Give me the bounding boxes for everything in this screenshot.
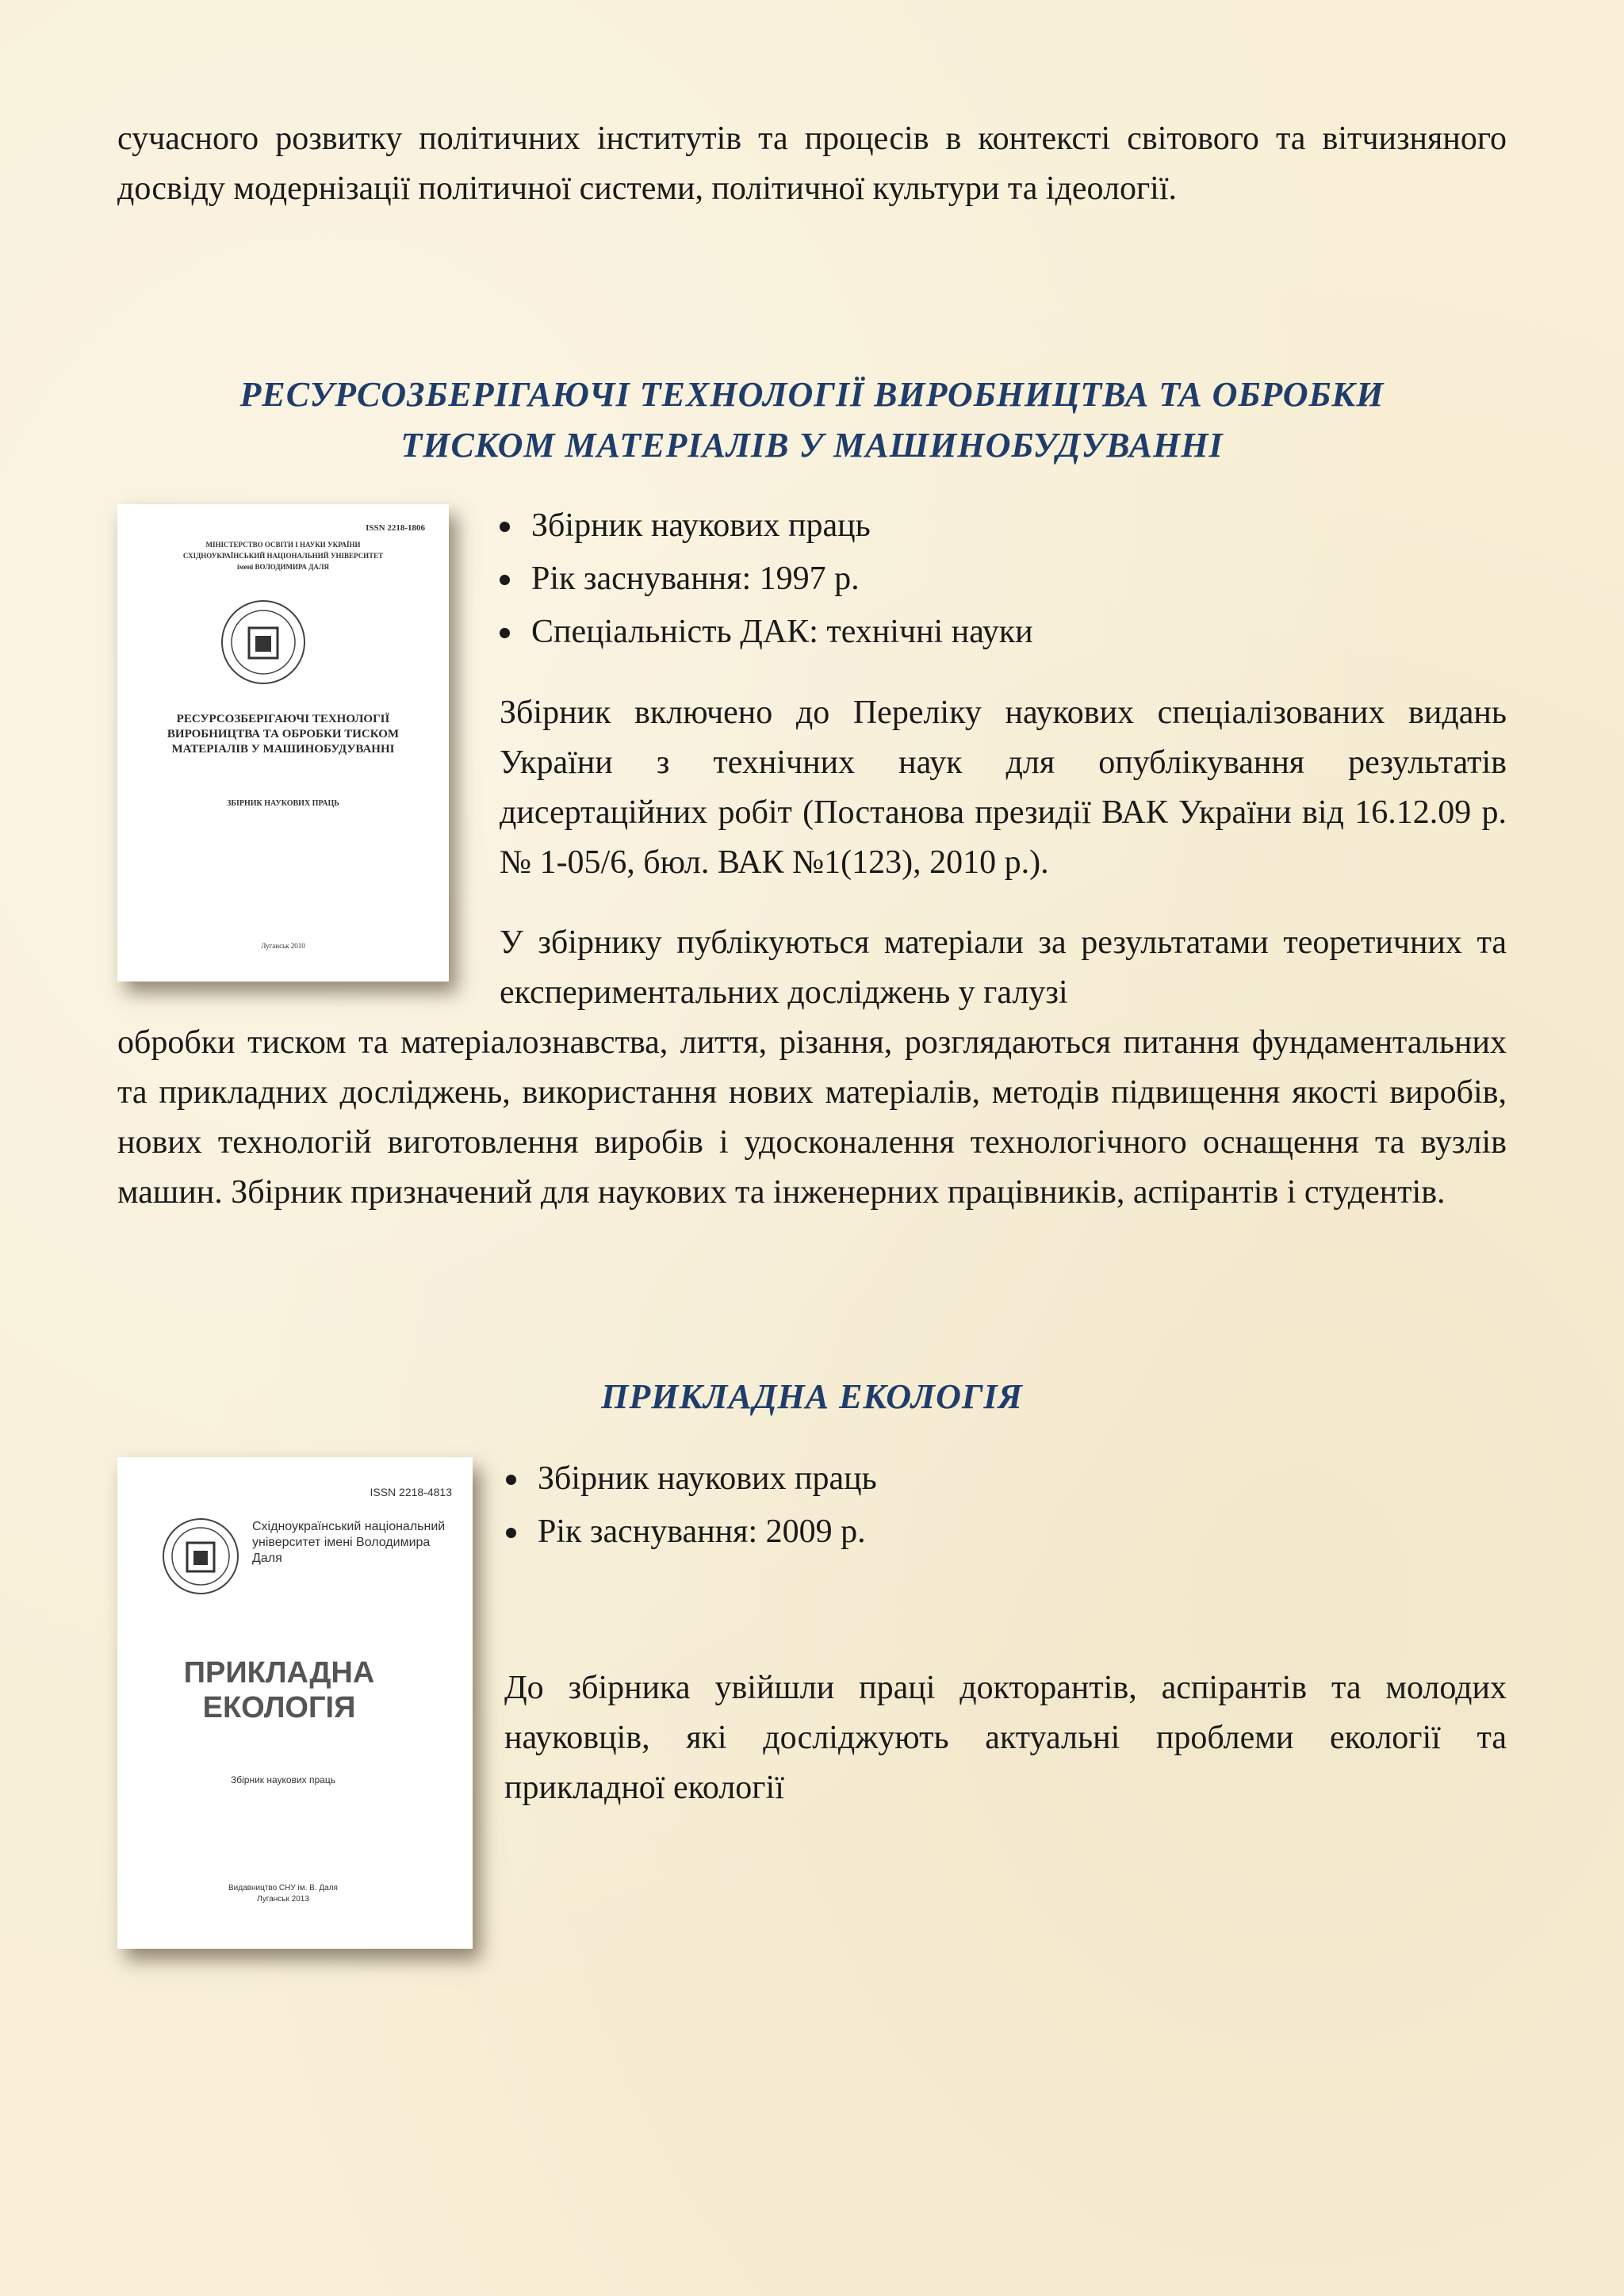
- cover-university: Східноукраїнський національний університет імені Володимира Даля: [252, 1520, 446, 1565]
- journal-cover-resource-saving: [117, 504, 449, 982]
- section1-paragraph-2-top: У збірнику публікуються матеріали за результатами теоретичних та експериментальних досліджень у галузі: [500, 924, 1507, 1011]
- list-item: Збірник наукових праць: [495, 499, 1033, 553]
- cover-title: РЕСУРСОЗБЕРІГАЮЧІ ТЕХНОЛОГІЇ ВИРОБНИЦТВА ТА ОБРОБКИ ТИСКОМ МАТЕРІАЛІВ У МАШИНОБУДУВАННІ: [167, 713, 400, 756]
- cover-title-line-2: ЕКОЛОГІЯ: [202, 1691, 356, 1724]
- university-emblem-icon: [219, 598, 308, 687]
- cover-issn: ISSN 2218-1806: [366, 523, 425, 533]
- section-title-line-1: РЕСУРСОЗБЕРІГАЮЧІ ТЕХНОЛОГІЇ ВИРОБНИЦТВА ТА ОБРОБКИ: [239, 375, 1385, 414]
- section1-paragraph-1: Збірник включено до Переліку наукових спеціалізованих видань України з технічних наук для опублікування результатів дисертаційних робіт (Постанова президії ВАК України від 16.12.09 р. № 1-05/6, бюл. ВАК №1(123), 2010 р.).: [500, 695, 1507, 881]
- section-title-line-2: ТИСКОМ МАТЕРІАЛІВ У МАШИНОБУДУВАННІ: [400, 426, 1224, 465]
- section2-paragraph: До збірника увійшли праці докторантів, аспірантів та молодих науковців, які досліджують актуальні проблеми екології та прикладної екології: [504, 1670, 1507, 1806]
- intro-paragraph: сучасного розвитку політичних інститутів та процесів в контексті світового та вітчизняного досвіду модернізації політичної системи, політичної культури та ідеології.: [117, 121, 1507, 207]
- section1-paragraph-2-bottom: обробки тиском та матеріалознавства, лиття, різання, розглядаються питання фундаментальних та прикладних досліджень, використання нових матеріалів, методів підвищення якості виробів, нових технологій виготовлення виробів і удосконалення технологічного оснащення та вузлів машин. Збірник призначений для наукових та інженерних працівників, аспірантів і студентів.: [117, 1024, 1507, 1211]
- journal-cover-applied-ecology: [117, 1457, 473, 1949]
- section-title-resource-saving: [117, 369, 1507, 471]
- cover-university: СХІДНОУКРАЇНСЬКИЙ НАЦІОНАЛЬНИЙ УНІВЕРСИТЕТ: [182, 552, 384, 560]
- list-item: Рік заснування: 2009 р.: [501, 1506, 877, 1559]
- list-item: Спеціальність ДАК: технічні науки: [495, 606, 1033, 659]
- cover-footer-year: Луганськ 2013: [257, 1895, 309, 1904]
- cover-subtitle: Збірник наукових праць: [231, 1774, 335, 1785]
- cover-ministry: МІНІСТЕРСТВО ОСВІТИ І НАУКИ УКРАЇНИ: [205, 541, 361, 549]
- cover-named: імені ВОЛОДИМИРА ДАЛЯ: [236, 563, 330, 571]
- section2-bullet-list: [501, 1452, 877, 1559]
- list-item: Збірник наукових праць: [501, 1452, 877, 1506]
- cover-subtitle: ЗБІРНИК НАУКОВИХ ПРАЦЬ: [227, 799, 339, 808]
- cover-title-line-1: ПРИКЛАДНА: [183, 1656, 375, 1689]
- section-title: ПРИКЛАДНА ЕКОЛОГІЯ: [601, 1377, 1023, 1416]
- list-item: Рік заснування: 1997 р.: [495, 553, 1033, 606]
- cover-footer-publisher: Видавництво СНУ ім. В. Даля: [228, 1884, 338, 1892]
- section1-bullet-list: [495, 499, 1033, 659]
- cover-footer: Луганськ 2010: [261, 942, 305, 950]
- section-title-applied-ecology: [117, 1372, 1507, 1422]
- cover-issn: ISSN 2218-4813: [370, 1486, 452, 1498]
- university-emblem-icon: [160, 1516, 241, 1597]
